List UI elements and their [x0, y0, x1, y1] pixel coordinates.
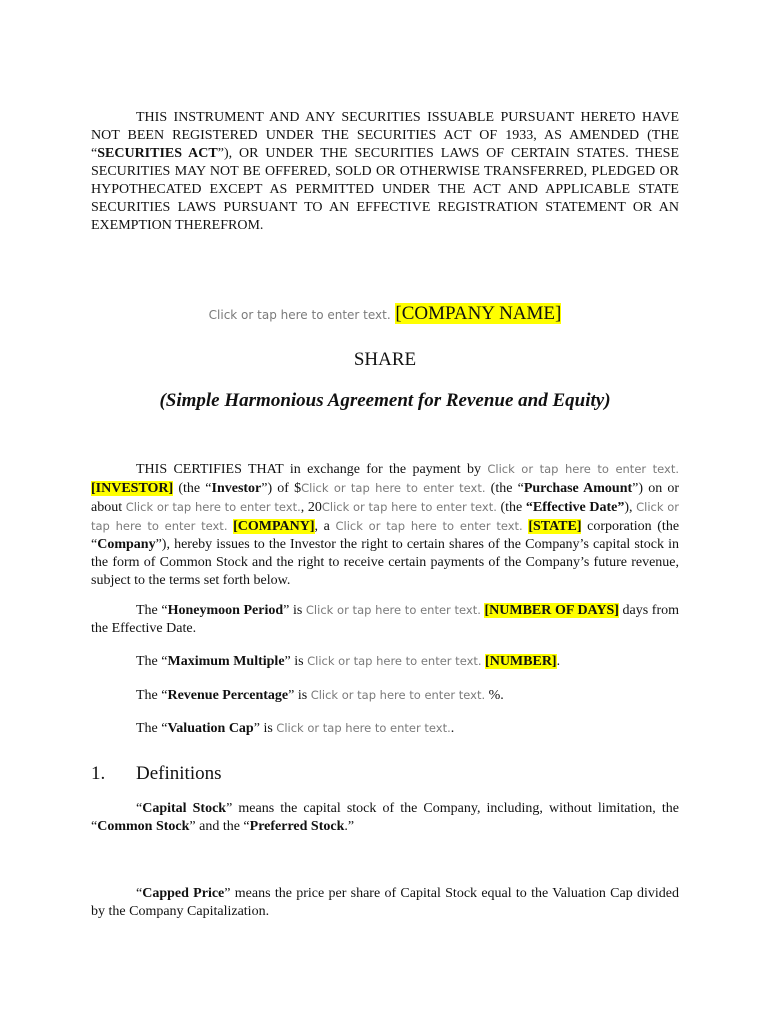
- revenue-pct-placeholder-field[interactable]: Click or tap here to enter text.: [310, 688, 486, 702]
- capital-stock-text: .”: [344, 819, 355, 834]
- effective-date-term: “Effective Date”: [525, 500, 625, 515]
- max-multiple-text: .: [556, 654, 561, 669]
- company-placeholder-field[interactable]: Click or tap here to enter text.: [208, 308, 391, 322]
- honeymoon-term: Honeymoon Period: [167, 603, 284, 618]
- honeymoon-text: days from the Effective Date.: [91, 603, 680, 636]
- certifies-text: (the “: [173, 481, 212, 496]
- honeymoon-placeholder-field[interactable]: Click or tap here to enter text.: [305, 603, 481, 617]
- certifies-text: ”) of $: [261, 481, 302, 496]
- section-heading-definitions: [91, 762, 222, 786]
- max-multiple-text: The “: [136, 654, 168, 669]
- honeymoon-paragraph: [91, 601, 679, 638]
- max-multiple-text: ” is: [284, 654, 308, 669]
- year-field[interactable]: Click or tap here to enter text.: [321, 500, 497, 514]
- capped-price-term: Capped Price: [142, 886, 225, 901]
- honeymoon-text: The “: [136, 603, 168, 618]
- certifies-text: (the: [496, 500, 526, 515]
- valuation-cap-text: .: [450, 721, 455, 736]
- legend-text-rest: ”), OR UNDER THE SECURITIES LAWS OF CERTAIN STATES. THESE SECURITIES MAY NOT BE OFFERED, SOLD OR OTHERWISE TRANSFERRED, PLEDGED OR HYPOTHECATED EXCEPT AS PERMITTED UNDER THE ACT AND APPLICABLE STATE SECURITIES LAWS PURSUANT TO AN EFFECTIVE REGISTRATION STATEMENT OR AN EXEMPTION THEREFROM.: [91, 146, 679, 233]
- investor-placeholder-field[interactable]: Click or tap here to enter text.: [487, 462, 679, 476]
- company-term: Company: [97, 537, 156, 552]
- capital-stock-definition: [91, 800, 679, 836]
- section-number: 1.: [91, 763, 106, 784]
- section-title: Definitions: [136, 763, 222, 784]
- company-name-placeholder-field[interactable]: Click or tap here to enter text.: [91, 500, 680, 533]
- common-stock-term: Common Stock: [97, 819, 190, 834]
- preferred-stock-term: Preferred Stock: [249, 819, 345, 834]
- valuation-cap-text: The “: [136, 721, 168, 736]
- legend-text: THIS INSTRUMENT AND ANY SECURITIES ISSUABLE PURSUANT HERETO HAVE NOT BEEN REGISTERED UNDER THE SECURITIES ACT OF 1933, AS AMENDED (THE “: [91, 110, 679, 161]
- certifies-text: ”) on or about: [91, 481, 680, 515]
- number-field[interactable]: [NUMBER]: [485, 654, 557, 669]
- securities-legend: [91, 109, 679, 235]
- legend-bold-term: SECURITIES ACT: [97, 146, 218, 161]
- company-name-line: [0, 302, 770, 327]
- revenue-pct-text: The “: [136, 688, 168, 703]
- certifies-text: ”), hereby issues to the Investor the right to certain shares of the Company’s capital stock in the form of Common Stock and the right to receive certain payments of the Company’s future revenue, subject to the terms set forth below.: [91, 537, 679, 588]
- certifies-text: (the “: [485, 481, 524, 496]
- investor-field[interactable]: [INVESTOR]: [91, 481, 174, 496]
- valuation-cap-paragraph: [91, 719, 679, 738]
- valuation-cap-term: Valuation Cap: [167, 721, 254, 736]
- capital-stock-text: ” and the “: [189, 819, 250, 834]
- state-placeholder-field[interactable]: Click or tap here to enter text.: [335, 519, 523, 533]
- revenue-pct-text: ” is: [288, 688, 311, 703]
- valuation-cap-text: ” is: [253, 721, 277, 736]
- investor-term: Investor: [211, 481, 262, 496]
- revenue-pct-text: %.: [485, 688, 504, 703]
- capital-stock-text: ” means the capital stock of the Company, including, without limitation, the “: [91, 801, 679, 834]
- certifies-text: ),: [624, 500, 637, 515]
- purchase-amount-field[interactable]: Click or tap here to enter text.: [301, 481, 486, 495]
- company-field[interactable]: [COMPANY]: [233, 519, 315, 534]
- certifies-text: THIS CERTIFIES THAT in exchange for the payment by: [136, 462, 488, 477]
- company-name-field[interactable]: [COMPANY NAME]: [395, 303, 562, 324]
- max-multiple-term: Maximum Multiple: [167, 654, 285, 669]
- max-multiple-placeholder-field[interactable]: Click or tap here to enter text.: [307, 654, 482, 668]
- state-field[interactable]: [STATE]: [528, 519, 582, 534]
- capital-stock-text: “: [136, 801, 143, 816]
- certifies-text: , a: [314, 519, 336, 534]
- maximum-multiple-paragraph: [91, 652, 679, 671]
- revenue-percentage-paragraph: [91, 686, 679, 705]
- capped-price-text: “: [136, 886, 143, 901]
- honeymoon-text: ” is: [283, 603, 306, 618]
- revenue-pct-term: Revenue Percentage: [167, 688, 289, 703]
- document-subtitle: (Simple Harmonious Agreement for Revenue and Equity): [159, 390, 611, 411]
- capped-price-definition: [91, 885, 679, 921]
- valuation-cap-placeholder-field[interactable]: Click or tap here to enter text.: [276, 721, 451, 735]
- document-title: SHARE: [353, 349, 417, 370]
- capital-stock-term: Capital Stock: [142, 801, 227, 816]
- certifies-text: corporation (the “: [91, 519, 680, 552]
- capped-price-text: ” means the price per share of Capital Stock equal to the Valuation Cap divided by the Company Capitalization.: [91, 886, 679, 919]
- number-of-days-field[interactable]: [NUMBER OF DAYS]: [484, 603, 619, 618]
- certifies-paragraph: [91, 460, 679, 590]
- date-field[interactable]: Click or tap here to enter text.: [125, 500, 301, 514]
- certifies-text: , 20: [300, 500, 322, 515]
- purchase-amount-term: Purchase Amount: [523, 481, 633, 496]
